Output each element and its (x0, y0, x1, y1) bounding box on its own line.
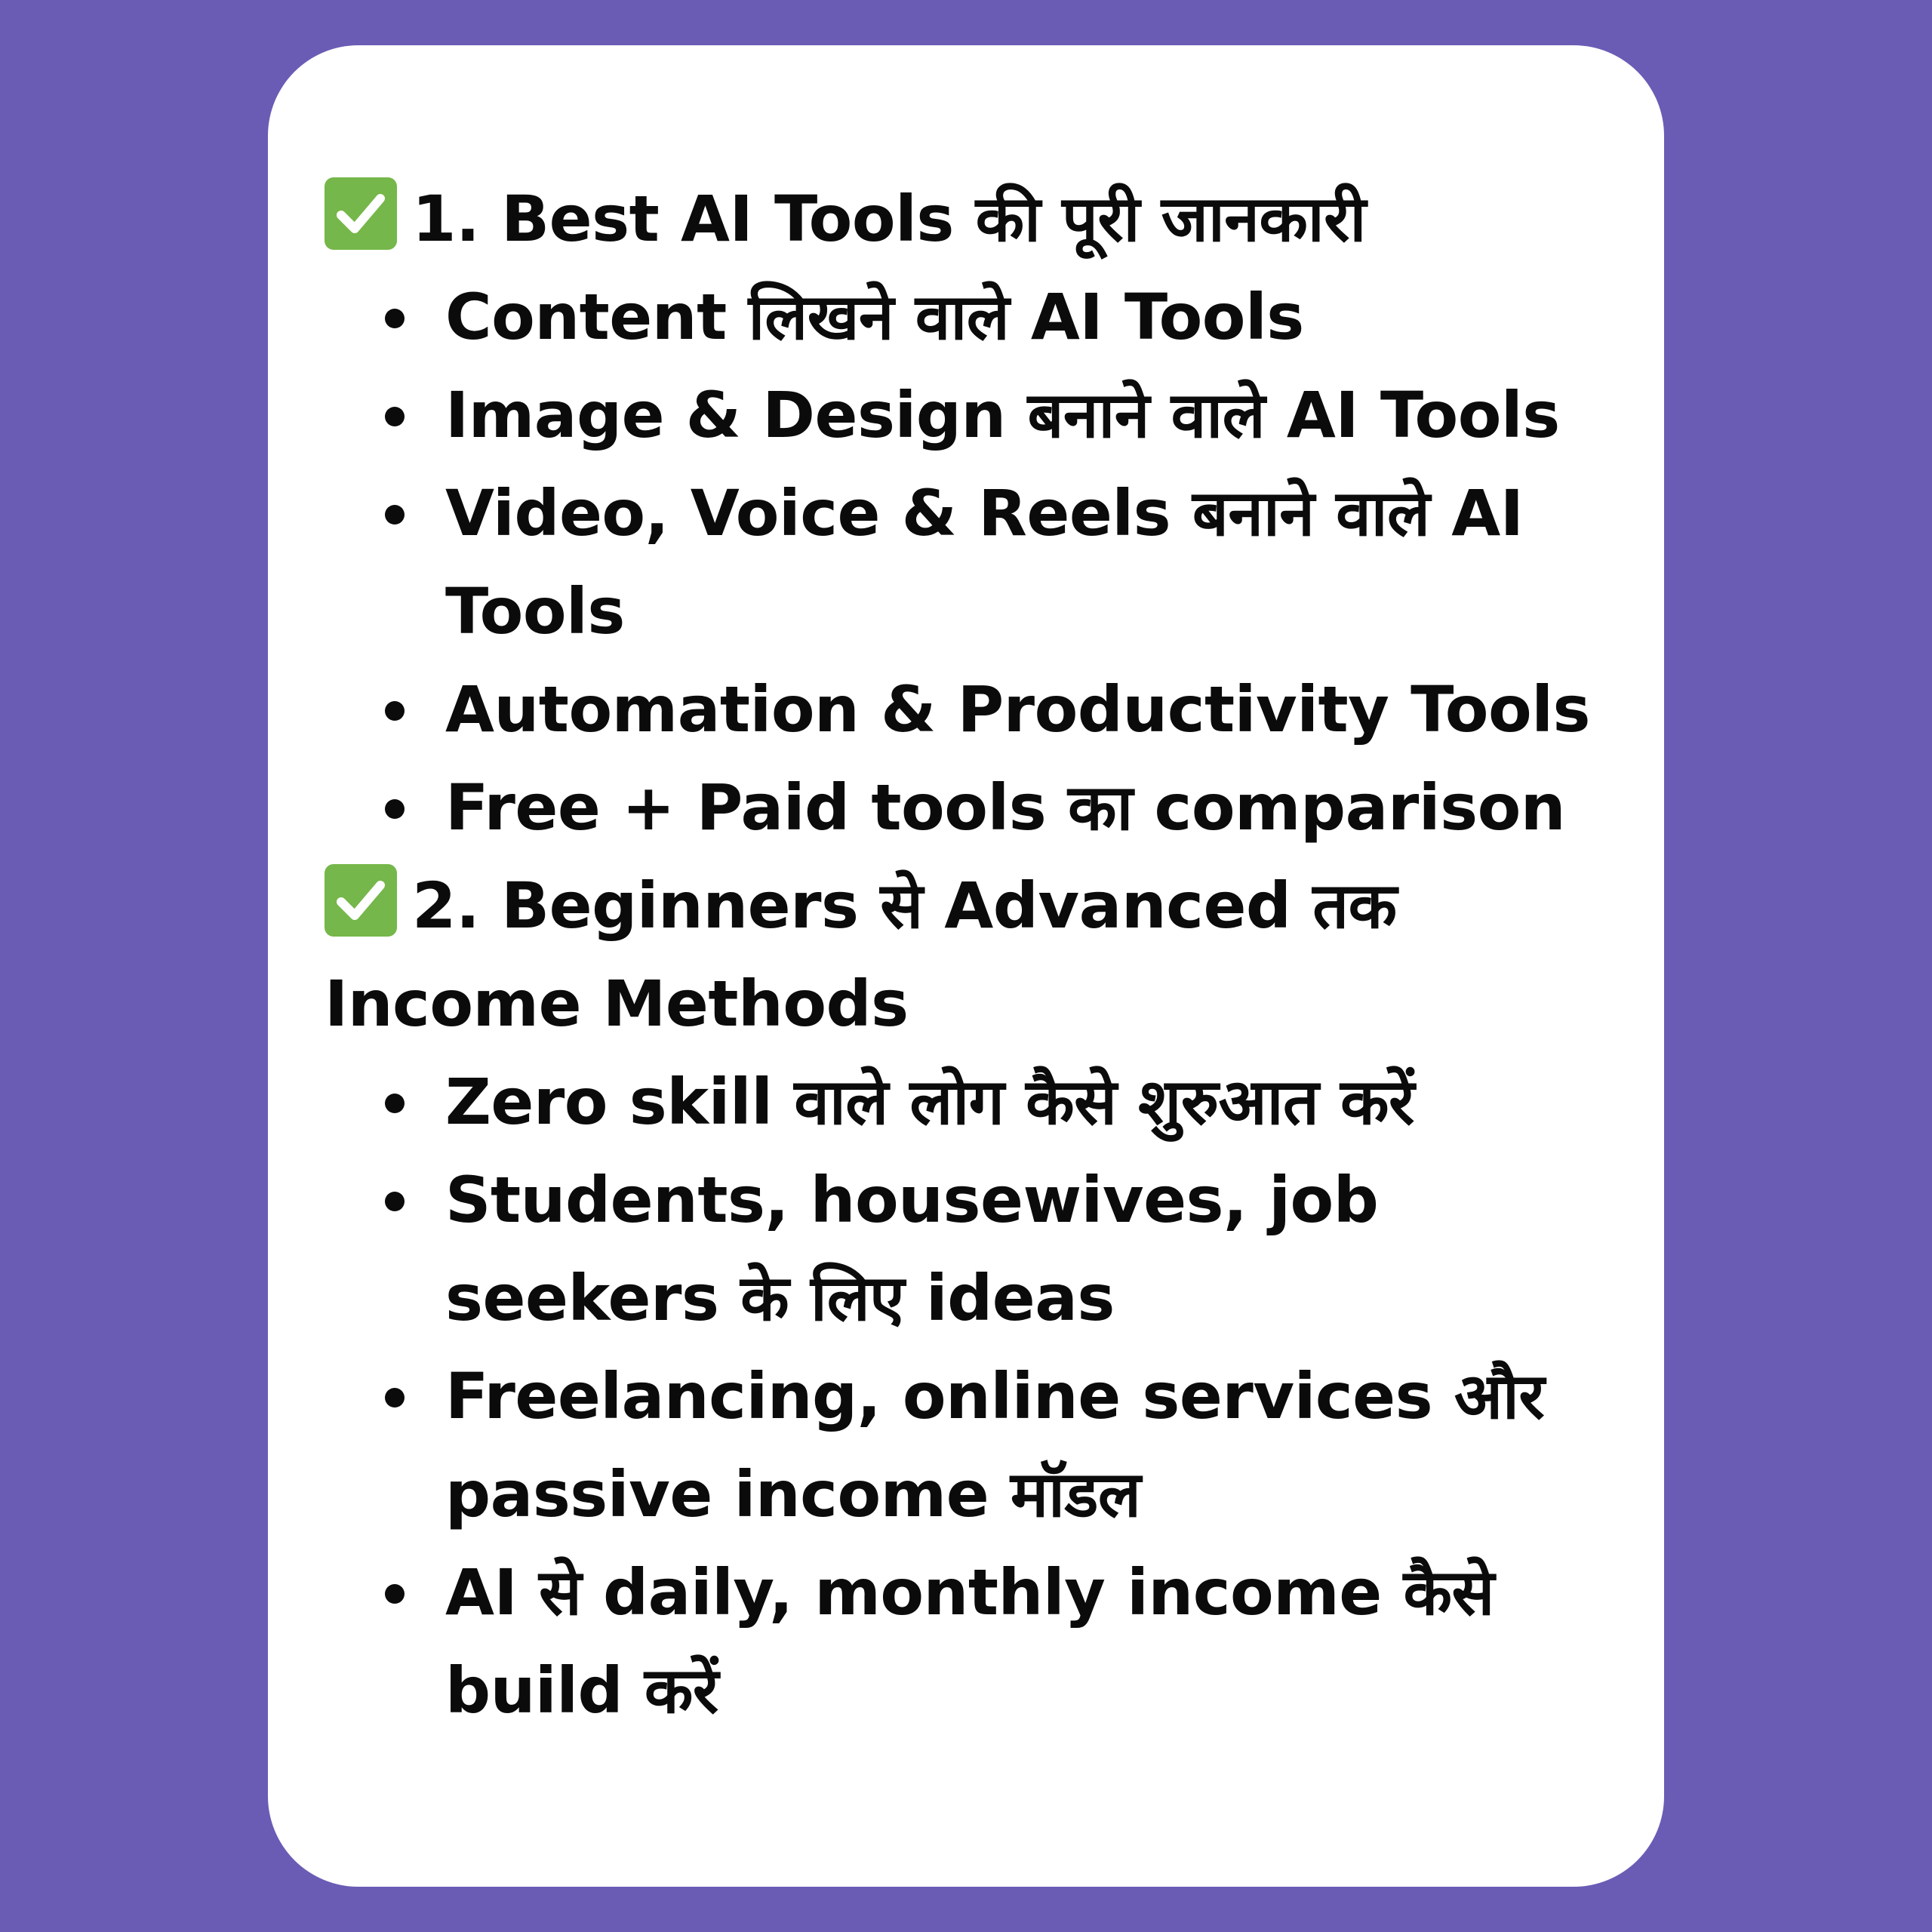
bullet-dot (385, 1094, 405, 1113)
list-item (445, 660, 1619, 758)
content-card (268, 45, 1664, 1887)
list-item (445, 1053, 1619, 1151)
list-item-text: Students, housewives, job seekers के लिए ideas (445, 1163, 1379, 1335)
list-item-text: Freelancing, online services और passive income मॉडल (445, 1359, 1545, 1531)
bullet-dot (385, 309, 405, 328)
check-mark-icon (325, 864, 397, 937)
check-mark-icon (325, 177, 397, 250)
section-heading (325, 857, 1619, 1053)
list-item-text: Image & Design बनाने वाले AI Tools (445, 378, 1560, 452)
section-heading-text: 1. Best AI Tools की पूरी जानकारी (412, 182, 1366, 256)
list-item (445, 1543, 1619, 1740)
list-item-text: AI से daily, monthly income कैसे build करें (445, 1555, 1494, 1727)
section-heading-text: 2. Beginners से Advanced तक Income Methods (325, 869, 1397, 1041)
bullet-list (325, 268, 1619, 857)
list-item-text: Free + Paid tools का comparison (445, 771, 1566, 844)
bullet-dot (385, 1388, 405, 1407)
bullet-dot (385, 1584, 405, 1604)
section-heading (325, 170, 1619, 268)
bullet-dot (385, 505, 405, 525)
list-item-text: Zero skill वाले लोग कैसे शुरुआत करें (445, 1065, 1414, 1139)
list-item-text: Automation & Productivity Tools (445, 672, 1591, 746)
list-item-text: Video, Voice & Reels बनाने वाले AI Tools (445, 476, 1524, 648)
section-2 (325, 857, 1619, 1740)
list-item (445, 1151, 1619, 1347)
bullet-dot (385, 1192, 405, 1211)
list-item (445, 464, 1619, 660)
list-item (445, 366, 1619, 464)
list-item-text: Content लिखने वाले AI Tools (445, 280, 1304, 354)
list-item (445, 1347, 1619, 1543)
bullet-dot (385, 799, 405, 819)
bullet-list (325, 1053, 1619, 1740)
section-1 (325, 170, 1619, 857)
bullet-dot (385, 701, 405, 721)
list-item (445, 268, 1619, 366)
list-item (445, 758, 1619, 857)
bullet-dot (385, 407, 405, 426)
